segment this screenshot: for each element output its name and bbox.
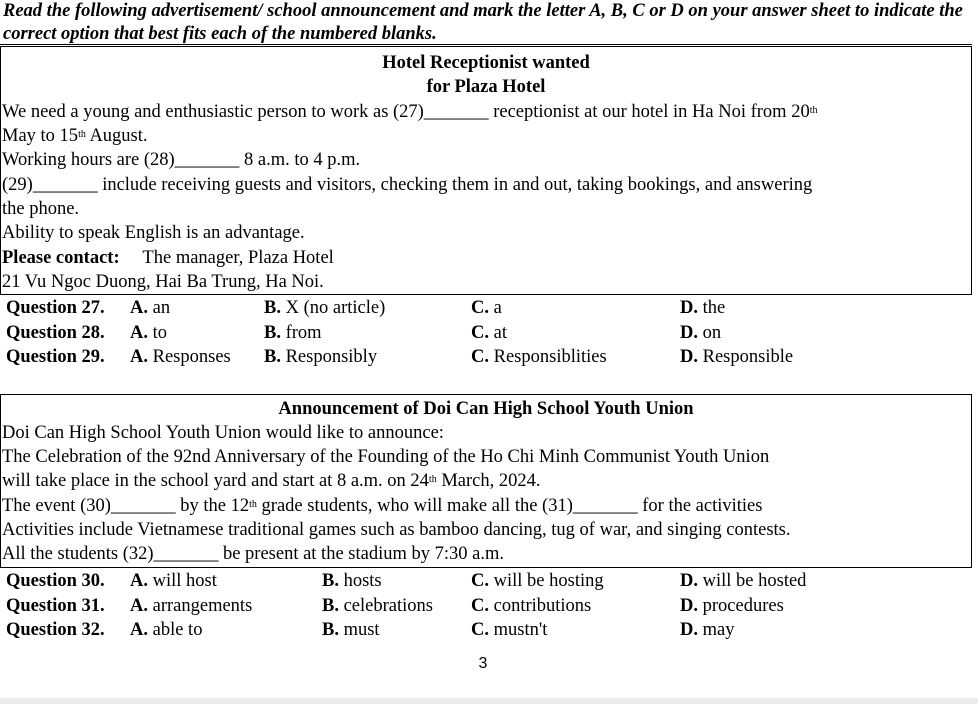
ad-address: 21 Vu Ngoc Duong, Hai Ba Trung, Ha Noi. <box>2 272 324 292</box>
question-label: Question 28. <box>6 323 105 343</box>
page-bottom-edge <box>0 698 978 704</box>
option-c: C. mustn't <box>471 620 548 640</box>
announcement-line-1: Doi Can High School Youth Union would like to announce: <box>2 423 444 443</box>
ad-line-5: the phone. <box>2 199 80 219</box>
instruction-underline <box>0 44 972 45</box>
option-a: A. an <box>130 298 171 318</box>
option-d: D. Responsible <box>680 347 794 367</box>
question-label: Question 31. <box>6 596 105 616</box>
instruction-text: Read the following advertisement/ school announcement and mark the letter A, B, C or D on your answer sheet to indicate the correct option that best fits each of the numbered blanks. <box>3 1 963 44</box>
ad-line-3: Working hours are (28)_______ 8 a.m. to 4 p.m. <box>2 150 361 170</box>
option-b: B. from <box>264 323 322 343</box>
option-d: D. on <box>680 323 722 343</box>
option-c: C. contributions <box>471 596 592 616</box>
option-a: A. to <box>130 323 168 343</box>
option-d: D. will be hosted <box>680 571 807 591</box>
ad-line-4: (29)_______ include receiving guests and visitors, checking them in and out, taking bookings, and answering <box>2 175 813 195</box>
ad-line-2: May to 15th August. <box>2 126 148 146</box>
option-c: C. Responsiblities <box>471 347 607 367</box>
option-c: C. a <box>471 298 502 318</box>
option-a: A. Responses <box>130 347 231 367</box>
option-b: B. X (no article) <box>264 298 386 318</box>
option-b: B. celebrations <box>322 596 433 616</box>
announcement-line-6: All the students (32)_______ be present at the stadium by 7:30 a.m. <box>2 544 504 564</box>
announcement-title: Announcement of Doi Can High School Youth Union <box>278 399 694 419</box>
option-d: D. the <box>680 298 726 318</box>
option-b: B. Responsibly <box>264 347 378 367</box>
option-b: B. must <box>322 620 380 640</box>
hotel-ad-box <box>0 46 972 295</box>
announcement-line-5: Activities include Vietnamese traditional games such as bamboo dancing, tug of war, and singing contests. <box>2 520 791 540</box>
ad-line-6: Ability to speak English is an advantage. <box>2 223 305 243</box>
option-a: A. arrangements <box>130 596 253 616</box>
announcement-box <box>0 394 972 568</box>
announcement-line-3: will take place in the school yard and start at 8 a.m. on 24th March, 2024. <box>2 471 541 491</box>
page-number: 3 <box>478 655 488 672</box>
ad-contact: Please contact: The manager, Plaza Hotel <box>2 248 334 268</box>
question-label: Question 32. <box>6 620 105 640</box>
option-c: C. will be hosting <box>471 571 604 591</box>
option-d: D. procedures <box>680 596 784 616</box>
question-label: Question 27. <box>6 298 105 318</box>
option-a: A. able to <box>130 620 203 640</box>
ad-line-1: We need a young and enthusiastic person to work as (27)_______ receptionist at our hotel in Ha Noi from 20th <box>2 102 818 122</box>
option-d: D. may <box>680 620 735 640</box>
announcement-line-4: The event (30)_______ by the 12th grade students, who will make all the (31)_______ for the activities <box>2 496 763 516</box>
question-label: Question 29. <box>6 347 105 367</box>
announcement-line-2: The Celebration of the 92nd Anniversary of the Founding of the Ho Chi Minh Communist Youth Union <box>2 447 770 467</box>
option-a: A. will host <box>130 571 217 591</box>
ad-title: Hotel Receptionist wanted <box>382 53 590 73</box>
option-c: C. at <box>471 323 507 343</box>
ad-subtitle: for Plaza Hotel <box>426 77 546 97</box>
question-label: Question 30. <box>6 571 105 591</box>
option-b: B. hosts <box>322 571 382 591</box>
